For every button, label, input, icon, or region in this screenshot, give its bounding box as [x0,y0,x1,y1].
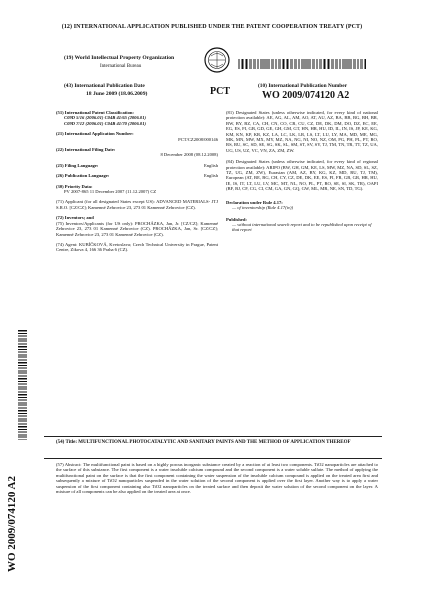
divider-top [44,436,382,437]
field-84: (84) Designated States (unless otherwise indicated, for every kind of regional protection available): ARIPO (BW, GH, GM, KE, LS, MW, MZ, NA, SD, SL, SZ, TZ, UG, ZM, ZW), Eurasian (AM, AZ, BY, KG, KZ, MD, RU, TJ, TM), European (AT, BE, BG, CH, CY, CZ, DE, DK, EE, ES, FI, FR, GB, GR, HR, HU, IE, IS, IT, LT, LU, LV, MC, MT, NL, NO, PL, PT, RO, SE, SI, SK, TR), OAPI (BF, BJ, CF, CG, CI, CM, GA, GN, GQ, GW, ML, MR, NE, SN, TD, TG). [226,159,378,192]
field-51-row2: C09D 7/12 (2006.01) C04B 41/70 (2006.01) [64,120,147,126]
pub-date: 18 June 2009 (18.06.2009) [86,91,148,97]
barcode-icon [238,59,366,69]
pub-date-label: (43) International Publication Date [64,83,145,89]
document-header: (12) INTERNATIONAL APPLICATION PUBLISHED UNDER THE PATENT COOPERATION TREATY (PCT) [61,24,363,30]
field-22-label: (22) International Filing Date: [56,147,116,153]
field-26-value: English [203,173,218,179]
left-column [56,110,218,253]
side-pub-number: WO 2009/074120 A2 [6,476,18,572]
field-22-value: 8 December 2008 (08.12.2008) [160,152,218,158]
field-25-value: English [203,162,218,168]
field-81: (81) Designated States (unless otherwise indicated, for every kind of national protection available): AE, AG, AL, AM, AO, AT, AU, AZ, BA, BB, BG, BH, BR, BW, BY, BZ, CA, CH, CN, CO, CR, CU, CZ, DE, DK, DM, DO, DZ, EC, EE, EG, ES, FI, GB, GD, GE, GH, GM, GT, HN, HR, HU, ID, IL, IN, IS, JP, KE, KG, KM, KN, KP, KR, KZ, LA, LC, LK, LR, LS, LT, LU, LY, MA, MD, ME, MG, MK, MN, MW, MX, MY, MZ, NA, NG, NI, NO, NZ, OM, PG, PH, PL, PT, RO, RS, RU, SC, SD, SE, SG, SK, SL, SM, ST, SV, SY, TJ, TM, TN, TR, TT, TZ, UA, UG, US, UZ, VC, VN, ZA, ZM, ZW. [226,110,378,153]
field-21-label: (21) International Application Number: [56,131,134,137]
field-57-abstract: (57) Abstract: The multifunctional paint is based on a highly porous inorganic substance created by a reaction of at least two components. TiO2 nanoparticles are attached to the surface of this substance. The first component is a water insoluble calcium compound and the second component is a water soluble sulfate. The method of applying the multifunctional paint on the surface is that the first component containing the water suspension of the insoluble calcium compound is applied on the treated area first and subsequently a mixture of TiO2 nanoparticles suspended in the water solution of the second component is applied over the first layer. Another way is to apply a water suspension of the first component containing also TiO2 nanoparticles on the treated surface and then deposit the water solution of the second component on the layer. A mixture of all components can be also applied on the treated area at once. [56,462,378,495]
pct-label: PCT [210,86,230,97]
field-54-title: (54) Title: MULTIFUNCTIONAL PHOTOCATALYTIC AND SANITARY PAINTS AND THE METHOD OF APPLICATION THEREOF [56,440,351,445]
field-51-label: (51) International Patent Classification: [56,110,134,115]
declaration-title: Declaration under Rule 4.17: [226,199,283,205]
pub-number-label: (10) International Publication Number [258,83,348,89]
field-25-label: (25) Filing Language: [56,162,99,168]
right-column [226,110,378,233]
field-71: (71) Applicant (for all designated States except US): ADVANCED MATERIALS- JTJ S.R.O. [CZ/CZ]; Kamenné Zehrovice 23, 273 01 Kamenné Zehrovice (CZ). [56,199,218,210]
declaration-item: — of inventorship (Rule 4.17(iv)) [232,205,294,211]
field-51-row1: C09D 5/16 (2006.01) C04B 41/65 (2006.01) [64,115,147,121]
pub-number: WO 2009/074120 A2 [262,90,350,101]
field-30-label: (30) Priority Data: [56,183,93,189]
field-30-value: PV 2007-865 11 December 2007 (11.12.2007) CZ [64,189,157,195]
field-72: (72) Inventors; and [56,215,94,221]
bureau-label: International Bureau [100,64,142,69]
wipo-label: (19) World Intellectual Property Organization [64,55,175,61]
field-74: (74) Agent: KUBÍČKOVÁ, Kvetoslava; Czech Technical University in Prague, Patent Centre, Zikova 4, 166 36 Praha 6 (CZ). [56,241,218,253]
field-75: (75) Inventors/Applicants (for US only): PROCHÁZKA, Jan, Jr. [CZ/CZ]; Kamenné Zehrovice 23, 273 01 Kamenné Zehrovice (CZ). PROCHÁZKA, Jan, Sr. [CZ/CZ]; Kamenné Zehrovice 23, 273 01 Kamenné Zehrovice (CZ). [56,220,218,237]
divider-middle [44,458,382,459]
field-26-label: (26) Publication Language: [56,173,110,179]
published-item: — without international search report and to be republished upon receipt of that report [232,221,372,233]
wipo-logo [204,47,230,73]
side-barcode-icon [18,330,27,440]
published-title: Published: [226,216,247,222]
field-21-value: PCT/CZ2008/000146 [178,136,218,142]
